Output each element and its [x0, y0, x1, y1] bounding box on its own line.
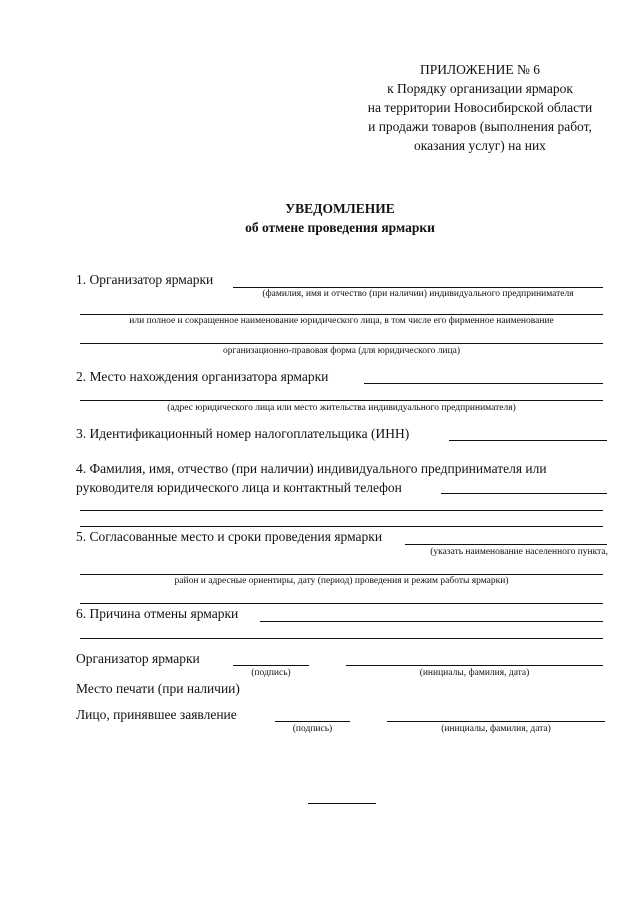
stamp-label: Место печати (при наличии) [76, 681, 240, 696]
organizer-address-field[interactable] [80, 400, 603, 401]
contact-label-line1: 4. Фамилия, имя, отчество (при наличии) индивидуального предпринимателя или [76, 461, 547, 476]
organizer-signature-hint: (подпись) [251, 668, 291, 678]
organizer-address-hint: (адрес юридического лица или место жительства индивидуального предпринимателя) [167, 403, 516, 413]
appendix-line: к Порядку организации ярмарок [387, 81, 573, 96]
organizer-legal-form-field[interactable] [80, 343, 603, 344]
organizer-location-label: 2. Место нахождения организатора ярмарки [76, 369, 329, 384]
appendix-line: на территории Новосибирской области [367, 100, 593, 115]
cancellation-reason-label: 6. Причина отмены ярмарки [76, 606, 239, 621]
inn-field[interactable] [449, 440, 607, 441]
organizer-initials-field[interactable] [346, 665, 603, 666]
cancellation-reason-field[interactable] [260, 621, 603, 622]
fair-place-field[interactable] [405, 544, 607, 545]
cancellation-reason-extra-field[interactable] [80, 638, 603, 639]
fair-place-details-hint: район и адресные ориентиры, дату (период) проведения и режим работы ярмарки) [174, 576, 509, 586]
contact-label-line2: руководителя юридического лица и контактный телефон [76, 480, 402, 495]
contact-field-extra[interactable] [80, 510, 603, 511]
receiver-signature-hint: (подпись) [292, 724, 333, 734]
receiver-signature-field[interactable] [275, 721, 350, 722]
document-title: УВЕДОМЛЕНИЕ [285, 201, 395, 216]
closing-divider [308, 803, 376, 804]
fair-place-details-field[interactable] [80, 574, 603, 575]
organizer-fullname-hint: или полное и сокращенное наименование юридического лица, в том числе его фирменное наименование [129, 316, 554, 326]
organizer-label: 1. Организатор ярмарки [76, 272, 214, 287]
organizer-initials-hint: (инициалы, фамилия, дата) [419, 668, 530, 678]
contact-field-extra[interactable] [80, 526, 603, 527]
appendix-number: ПРИЛОЖЕНИЕ № 6 [419, 62, 541, 77]
document-subtitle: об отмене проведения ярмарки [245, 220, 435, 235]
organizer-hint: (фамилия, имя и отчество (при наличии) индивидуального предпринимателя [262, 289, 574, 299]
organizer-signature-field[interactable] [233, 665, 309, 666]
receiver-label: Лицо, принявшее заявление [76, 707, 237, 722]
receiver-initials-field[interactable] [387, 721, 605, 722]
organizer-legal-form-hint: организационно-правовая форма (для юридического лица) [222, 346, 461, 356]
organizer-location-field[interactable] [364, 383, 603, 384]
appendix-header [340, 60, 620, 155]
receiver-initials-hint: (инициалы, фамилия, дата) [441, 724, 551, 734]
fair-place-label: 5. Согласованные место и сроки проведения ярмарки [76, 529, 383, 544]
appendix-line: и продажи товаров (выполнения работ, [368, 119, 592, 134]
organizer-name-field[interactable] [233, 287, 603, 288]
fair-place-hint: (указать наименование населенного пункта, [430, 547, 608, 557]
appendix-line: оказания услуг) на них [414, 138, 546, 153]
inn-label: 3. Идентификационный номер налогоплательщика (ИНН) [76, 426, 410, 441]
organizer-fullname-field[interactable] [80, 314, 603, 315]
fair-place-extra-field[interactable] [80, 603, 603, 604]
organizer-signature-label: Организатор ярмарки [76, 651, 200, 666]
contact-field[interactable] [441, 493, 607, 494]
